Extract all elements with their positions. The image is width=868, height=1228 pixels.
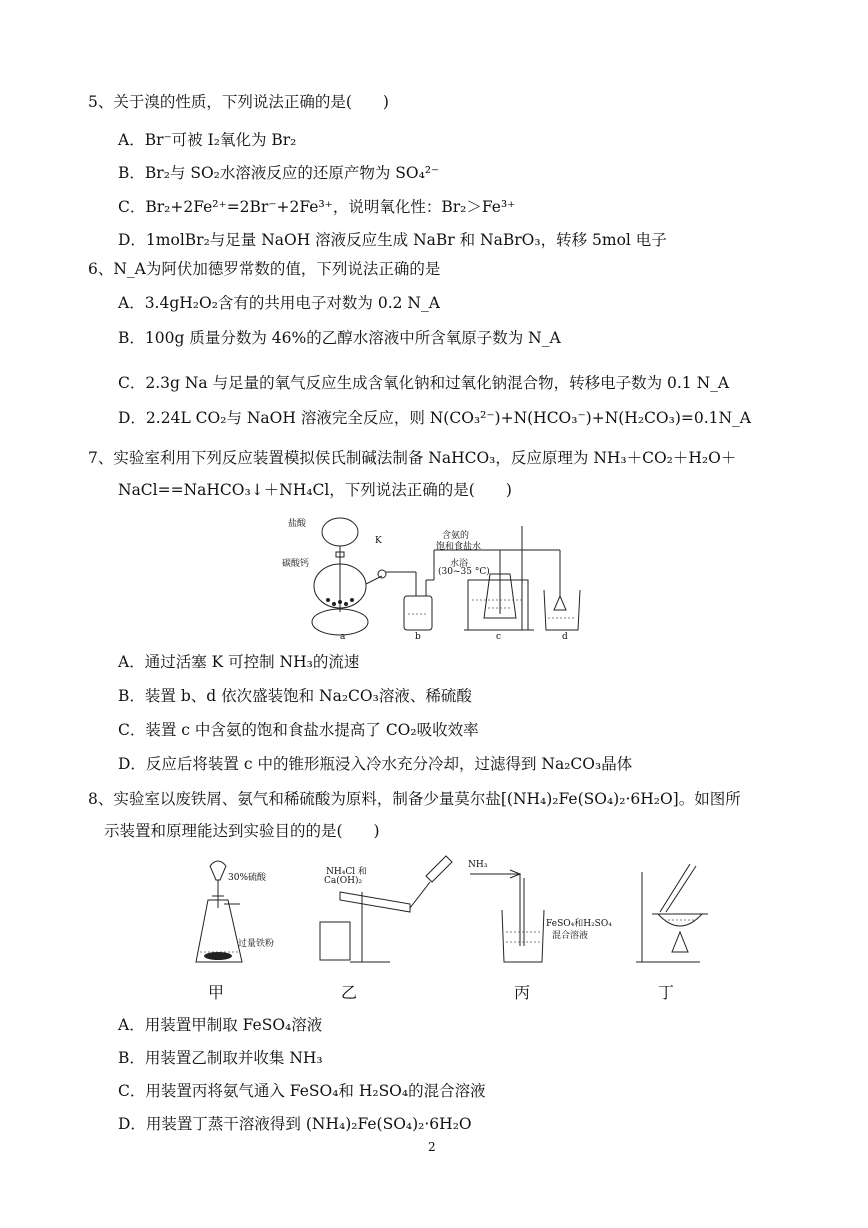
label-excess-iron-powder: 过量铁粉 — [238, 939, 275, 949]
q5-option-a: A．Br⁻可被 I₂氧化为 Br₂ — [118, 131, 297, 149]
caption-bing: 丙 — [514, 983, 531, 1002]
label-calcium-carbonate: 碳酸钙 — [282, 559, 310, 569]
q8-apparatus-drawing — [190, 852, 710, 972]
label-device-a: a — [340, 632, 346, 642]
q5-stem: 5、关于溴的性质，下列说法正确的是( ) — [88, 93, 389, 111]
label-sulfuric-acid-30: 30%硫酸 — [228, 873, 267, 883]
q8-stem-line2: 示装置和原理能达到实验目的的是( ) — [104, 822, 380, 840]
label-device-b: b — [415, 632, 421, 642]
q8-option-d: D．用装置丁蒸干溶液得到 (NH₄)₂Fe(SO₄)₂·6H₂O — [118, 1115, 472, 1133]
label-feso4-h2so4: FeSO₄和H₂SO₄ — [546, 919, 612, 929]
q8-apparatus-figure — [190, 852, 710, 972]
q6-option-b: B．100g 质量分数为 46%的乙醇水溶液中所含氧原子数为 N_A — [118, 329, 561, 347]
q8-option-b: B．用装置乙制取并收集 NH₃ — [118, 1049, 323, 1067]
q6-stem: 6、N_A为阿伏加德罗常数的值，下列说法正确的是 — [88, 260, 441, 278]
q7-option-d: D．反应后将装置 c 中的锥形瓶浸入冷水充分冷却，过滤得到 Na₂CO₃晶体 — [118, 755, 633, 773]
caption-jia: 甲 — [208, 983, 225, 1002]
label-caoh2: Ca(OH)₂ — [324, 876, 363, 886]
q7-option-b: B．装置 b、d 依次盛装饱和 Na₂CO₃溶液、稀硫酸 — [118, 687, 472, 705]
q5-option-d: D．1molBr₂与足量 NaOH 溶液反应生成 NaBr 和 NaBrO₃，转移 5mol 电子 — [118, 231, 667, 249]
label-ammonia-brine-line2: 饱和食盐水 — [436, 542, 482, 552]
label-nh3-inlet: NH₃ — [468, 860, 488, 870]
label-hydrochloric-acid: 盐酸 — [288, 519, 307, 529]
q7-option-a: A．通过活塞 K 可控制 NH₃的流速 — [118, 653, 360, 671]
q6-option-d: D．2.24L CO₂与 NaOH 溶液完全反应，则 N(CO₃²⁻)+N(HCO₃⁻)+N(H₂CO₃)=0.1N_A — [118, 409, 752, 427]
label-device-d: d — [562, 632, 568, 642]
q8-stem-line1: 8、实验室以废铁屑、氨气和稀硫酸为原料，制备少量莫尔盐[(NH₄)₂Fe(SO₄)₂·6H₂O]。如图所 — [88, 790, 741, 808]
label-water-bath-temp: (30~35 °C) — [438, 567, 490, 577]
q5-option-b: B．Br₂与 SO₂水溶液反应的还原产物为 SO₄²⁻ — [118, 164, 440, 182]
q7-stem-line1: 7、实验室利用下列反应装置模拟侯氏制碱法制备 NaHCO₃，反应原理为 NH₃＋CO₂＋H₂O＋ — [88, 449, 737, 467]
label-device-c: c — [496, 632, 502, 642]
q7-apparatus-drawing — [278, 514, 590, 642]
page-number: 2 — [428, 1140, 436, 1154]
q6-option-a: A．3.4gH₂O₂含有的共用电子对数为 0.2 N_A — [118, 294, 440, 312]
q6-option-c: C．2.3g Na 与足量的氧气反应生成含氧化钠和过氧化钠混合物，转移电子数为 0.1 N_A — [118, 374, 730, 392]
label-water-bath: 水浴 — [450, 559, 469, 569]
q5-option-c: C．Br₂+2Fe²⁺=2Br⁻+2Fe³⁺，说明氧化性：Br₂＞Fe³⁺ — [118, 198, 516, 216]
caption-ding: 丁 — [658, 983, 675, 1002]
label-nh4cl-and: NH₄Cl 和 — [326, 867, 367, 877]
label-mixed-solution: 混合溶液 — [552, 931, 589, 941]
label-ammonia-brine-line1: 含氨的 — [442, 531, 470, 541]
caption-yi: 乙 — [341, 983, 358, 1002]
q7-option-c: C．装置 c 中含氨的饱和食盐水提高了 CO₂吸收效率 — [118, 721, 479, 739]
q7-apparatus-figure — [278, 514, 590, 642]
q7-stem-line2: NaCl==NaHCO₃↓＋NH₄Cl，下列说法正确的是( ) — [118, 481, 512, 499]
q8-option-c: C．用装置丙将氨气通入 FeSO₄和 H₂SO₄的混合溶液 — [118, 1082, 486, 1100]
q8-option-a: A．用装置甲制取 FeSO₄溶液 — [118, 1016, 323, 1034]
label-stopcock-k: K — [375, 536, 382, 546]
